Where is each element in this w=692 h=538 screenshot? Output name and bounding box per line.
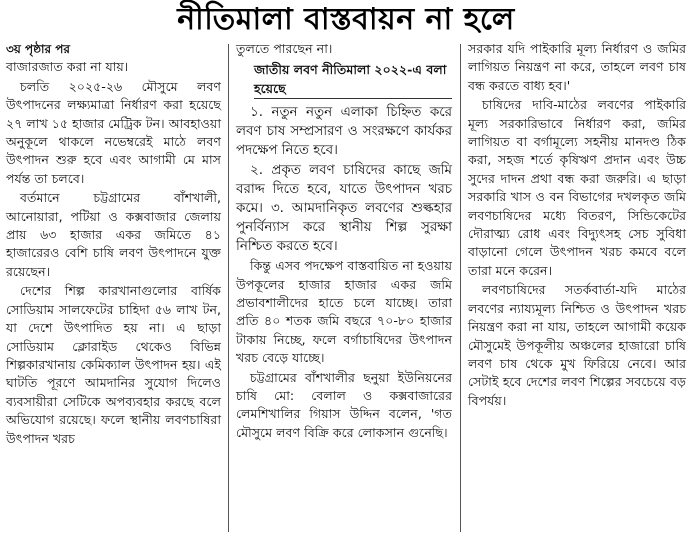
paragraph: চট্টগ্রামের বাঁশখালীর ছনুয়া ইউনিয়নের চাষি মো: বেলাল ও কক্সবাজারের লেমশিখালির গিয়াস উদ্দিন বলেন, 'গত মৌসুমে লবণ বিক্রি করে লোকসান গুনেছি। xyxy=(236,369,452,440)
paragraph: বর্তমানে চট্টগ্রামের বাঁশখালী, আনোয়ারা, পটিয়া ও কক্সবাজার জেলায় প্রায় ৬৩ হাজার একর জমিতে ৪১ হাজারেরও বেশি চাষি লবণ উৎপাদনে যুক্ত রয়েছেন। xyxy=(6,190,221,279)
article-column-1 xyxy=(6,40,221,449)
section-subheading: জাতীয় লবণ নীতিমালা ২০২২-এ বলা হয়েছে xyxy=(254,61,452,99)
article-column-3 xyxy=(468,40,686,411)
paragraph: সরকার যদি পাইকারি মূল্য নির্ধারণ ও জমির লাগিয়ত নিয়ন্ত্রণ না করে, তাহলে লবণ চাষ বন্ধ করতে বাধ্য হব।' xyxy=(468,41,686,93)
column-divider xyxy=(460,44,461,532)
paragraph: ১. নতুন নতুন এলাকা চিহ্নিত করে লবণ চাষ সম্প্রসারণ ও সংরক্ষণে কার্যকর পদক্ষেপ নিতে হবে। xyxy=(236,105,452,159)
article-column-2 xyxy=(236,40,452,443)
paragraph: দেশের শিল্প কারখানাগুলোর বার্ষিক সোডিয়াম সালফেটের চাহিদা ৫৬ লাখ টন, যা দেশে উৎপাদিত হয় না। এ ছাড়া সোডিয়াম ক্লোরাইড থেকেও বিভিন্ন শিল্পকারখানায় কেমিক্যাল উৎপাদন হয়। এই ঘাটতি পূরণে আমদানির সুযোগ দিলেও ব্যবসায়ীরা সেটিকে অপব্যবহার করছে বলে অভিযোগ রয়েছে। ফলে স্থানীয় লবণচাষিরা উৎপাদন খরচ xyxy=(6,283,221,446)
continued-from-label: ৩য় পৃষ্ঠার পর xyxy=(6,42,71,56)
paragraph: বাজারজাত করা না যায়। xyxy=(6,59,129,75)
paragraph: চাষিদের দাবি-মাঠের লবণের পাইকারি মূল্য সরকারিভাবে নির্ধারণ করা, জমির লাগিয়ত বা বর্গামূল্যে সহনীয় মানদণ্ড ঠিক করা, সহজ শর্তে কৃষিঋণ প্রদান এবং উচ্চ সুদের দাদন প্রথা বন্ধ করা জরুরি। এ ছাড়া সরকারি খাস ও বন বিভাগের দখলকৃত জমি লবণচাষিদের মধ্যে বিতরণ, সিন্ডিকেটের দৌরাত্ম্য রোধ এবং বিদ্যুৎসহ সেচ সুবিধা বাড়ানো গেলে উৎপাদন খরচ কমবে বলে তারা মনে করেন। xyxy=(468,97,686,278)
paragraph: তুলতে পারছেন না। xyxy=(236,41,333,56)
paragraph: ২. প্রকৃত লবণ চাষিদের কাছে জমি বরাদ্দ দিতে হবে, যাতে উৎপাদন খরচ কমে। ৩. আমদানিকৃত লবণের শুল্কহার পুনর্বিন্যাস করে স্থানীয় শিল্প সুরক্ষা নিশ্চিত করতে হবে। xyxy=(236,163,452,255)
paragraph: চলতি ২০২৫-২৬ মৌসুমে লবণ উৎপাদনের লক্ষ্যমাত্রা নির্ধারণ করা হয়েছে ২৭ লাখ ১৫ হাজার মেট্রিক টন। আবহাওয়া অনুকূলে থাকলে নভেম্বরেই মাঠে লবণ উৎপাদন শুরু হবে এবং আগামী মে মাস পর্যন্ত তা চলবে। xyxy=(6,78,221,186)
article-headline: নীতিমালা বাস্তবায়ন না হলে xyxy=(177,2,515,37)
column-divider xyxy=(228,44,229,532)
paragraph: লবণচাষিদের সতর্কবার্তা-যদি মাঠের লবণের ন্যায্যমূল্য নিশ্চিত ও উৎপাদন খরচ নিয়ন্ত্রণ করা না যায়, তাহলে আগামী কয়েক মৌসুমেই উপকূলীয় অঞ্চলের হাজারো চাষি লবণ চাষ থেকে মুখ ফিরিয়ে নেবে। আর সেটাই হবে দেশের লবণ শিল্পের সবচেয়ে বড় বিপর্যয়। xyxy=(468,282,686,408)
paragraph: কিন্তু এসব পদক্ষেপ বাস্তবায়িত না হওয়ায় উপকূলের হাজার হাজার একর জমি প্রভাবশালীদের হাতে চলে যাচ্ছে। তারা প্রতি ৪০ শতক জমি বছরে ৭০-৮০ হাজার টাকায় নিচ্ছে, ফলে বর্গাচাষিদের উৎপাদন খরচ বেড়ে যাচ্ছে। xyxy=(236,258,452,366)
